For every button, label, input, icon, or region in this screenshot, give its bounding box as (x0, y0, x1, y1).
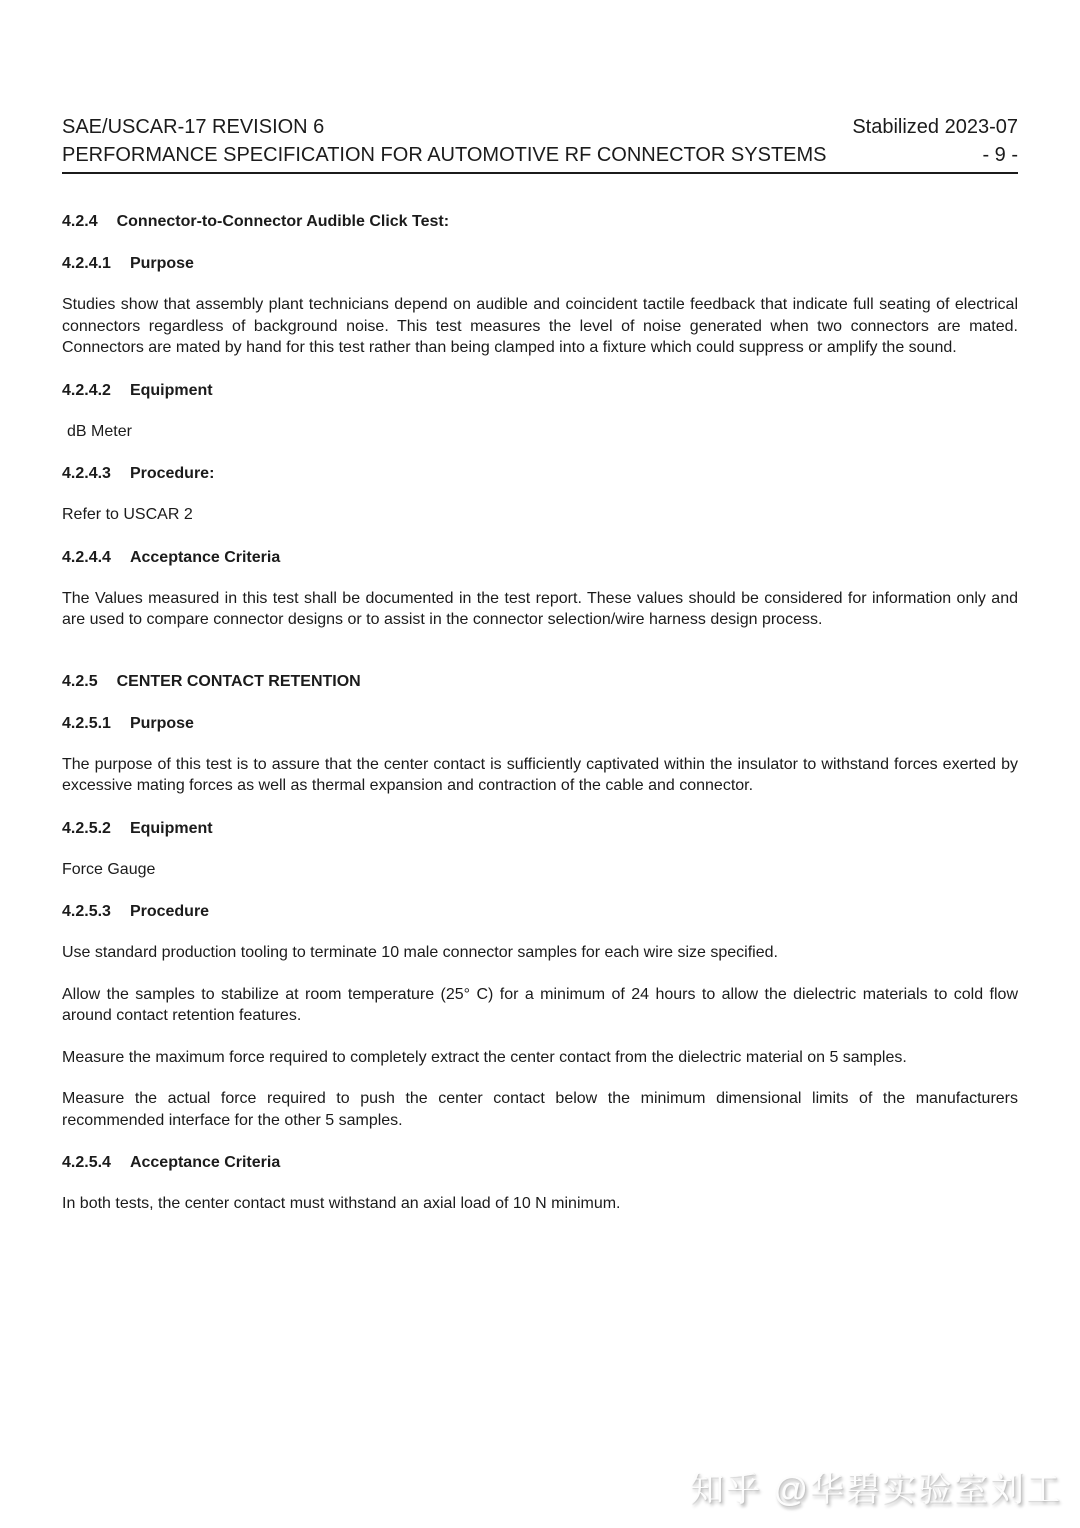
paragraph-procedure-4-2-5-step-1: Use standard production tooling to terminate 10 male connector samples for each wire size specified. (62, 944, 778, 961)
paragraph-procedure-4-2-5-step-2: Allow the samples to stabilize at room temperature (25° C) for a minimum of 24 hours to allow the dielectric materials to cold flow around contact retention features. (62, 985, 1018, 1024)
section-title: Procedure: (129, 465, 215, 482)
page-content (62, 113, 1018, 1215)
section-number: 4.2.5.2 (62, 819, 111, 837)
paragraph-equipment-4-2-4: dB Meter (67, 422, 132, 440)
section-number: 4.2.5.1 (62, 714, 111, 732)
section-title: Acceptance Criteria (129, 1154, 281, 1171)
paragraph-acceptance-4-2-5: In both tests, the center contact must withstand an axial load of 10 N minimum. (62, 1195, 621, 1212)
doc-id: SAE/USCAR-17 REVISION 6 (62, 116, 325, 138)
section-number: 4.2.5 (62, 672, 98, 690)
section-title: Equipment (129, 819, 213, 837)
section-title: Connector-to-Connector Audible Click Test: (116, 213, 450, 230)
stabilized-date: Stabilized 2023-07 (852, 116, 1018, 138)
page-header (62, 113, 1018, 174)
section-title: CENTER CONTACT RETENTION (116, 672, 361, 690)
section-heading-4-2-4-1 (62, 253, 1018, 274)
page-number: - 9 - (982, 144, 1018, 166)
header-row-1 (62, 113, 1018, 141)
section-number: 4.2.5.4 (62, 1154, 111, 1171)
section-title: Purpose (129, 255, 194, 272)
section-heading-4-2-4-4 (62, 547, 1018, 568)
section-heading-4-2-5 (62, 671, 1018, 692)
paragraph-procedure-4-2-4: Refer to USCAR 2 (62, 506, 193, 523)
section-heading-4-2-5-2 (62, 818, 1018, 839)
section-title: Acceptance Criteria (129, 548, 281, 566)
paragraph-purpose-4-2-4: Studies show that assembly plant technicians depend on audible and coincident tactile feedback that indicate full seating of electrical connectors regardless of background noise. This test measures the level of noise generated when two connectors are mated. Connectors are mated by hand for this test rather than being clamped into a fixture which could suppress or amplify the sound. (62, 296, 1018, 356)
section-title: Equipment (129, 381, 213, 399)
section-title: Procedure (129, 903, 210, 920)
section-number: 4.2.4.2 (62, 381, 111, 399)
section-number: 4.2.4.1 (62, 255, 111, 272)
section-heading-4-2-4-3 (62, 463, 1018, 484)
watermark-text: 知乎 @华碧实验室刘工 (690, 1471, 1062, 1509)
section-heading-4-2-5-4 (62, 1152, 1018, 1173)
section-number: 4.2.4.4 (62, 548, 111, 566)
paragraph-equipment-4-2-5: Force Gauge (62, 860, 156, 878)
section-heading-4-2-4-2 (62, 380, 1018, 401)
section-title: Purpose (129, 714, 194, 732)
section-number: 4.2.4.3 (62, 465, 111, 482)
section-number: 4.2.4 (62, 213, 98, 230)
paragraph-acceptance-4-2-4: The Values measured in this test shall be documented in the test report. These values should be considered for information only and are used to compare connector designs or to assist in the connector selection/wire harness design process. (62, 589, 1018, 628)
paragraph-purpose-4-2-5: The purpose of this test is to assure that the center contact is sufficiently captivated within the insulator to withstand forces exerted by excessive mating forces as well as thermal expansion and contraction of the cable and connector. (62, 755, 1018, 794)
doc-title: PERFORMANCE SPECIFICATION FOR AUTOMOTIVE RF CONNECTOR SYSTEMS (62, 144, 827, 166)
paragraph-procedure-4-2-5-step-3: Measure the maximum force required to completely extract the center contact from the dielectric material on 5 samples. (62, 1048, 907, 1066)
paragraph-procedure-4-2-5-step-4: Measure the actual force required to push the center contact below the minimum dimensional limits of the manufacturers recommended interface for the other 5 samples. (62, 1090, 1018, 1129)
section-heading-4-2-4 (62, 211, 1018, 232)
section-heading-4-2-5-3 (62, 901, 1018, 922)
header-row-2 (62, 141, 1018, 169)
section-heading-4-2-5-1 (62, 713, 1018, 734)
section-number: 4.2.5.3 (62, 903, 111, 920)
